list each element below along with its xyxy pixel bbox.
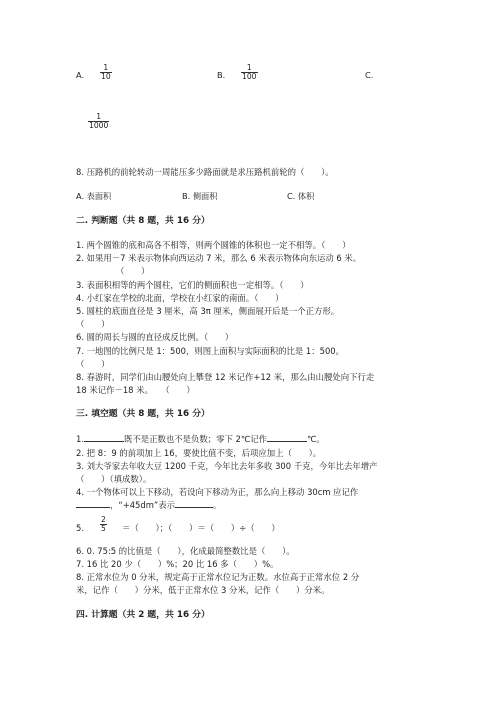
fraction-denominator: 5 <box>101 523 106 533</box>
judge-q1: 1. 两个圆锥的底和高各不相等，则两个圆锥的体积也一定不相等。（ ） <box>76 240 351 250</box>
q7-option-c-fraction <box>88 113 109 130</box>
fill-q1-text: 既不是正数也不是负数；零下 2℃记作 <box>124 434 268 444</box>
fill-q3: 3. 刘大爷家去年收大豆 1200 千克，今年比去年多收 300 千克，今年比去年增产 <box>76 461 378 471</box>
fraction-numerator: 2 <box>101 515 106 524</box>
judge-q8-cont: 18 米记作－18 米。 （ ） <box>76 385 195 395</box>
answer-blank[interactable] <box>175 507 213 508</box>
judge-q2-answer: （ ） <box>116 266 150 276</box>
fraction-denominator: 1000 <box>89 120 109 130</box>
section-3-title: 三. 填空题（共 8 题，共 16 分） <box>76 409 210 419</box>
section-4-title: 四. 计算题（共 2 题，共 16 分） <box>76 610 210 620</box>
fill-q4: 4. 一个物体可以上下移动，若设向下移动为正，那么向上移动 30cm 应记作 <box>76 487 359 497</box>
judge-q8: 8. 春游时，同学们由山腰处向上攀登 12 米记作+12 米，那么由山腰处向下行走 <box>76 372 375 382</box>
fraction-numerator: 1 <box>96 112 102 121</box>
judge-q2: 2. 如果用－7 米表示物体向西运动 7 米，那么 6 米表示物体向东运动 6 米。 <box>76 253 362 263</box>
fill-q1-number: 1. <box>76 434 84 444</box>
q7-option-a-label: A. <box>76 70 85 80</box>
q7-option-c-label: C. <box>365 70 374 80</box>
fill-q5-fraction <box>100 516 107 533</box>
fill-q7: 7. 16 比 20 少（ ）%；20 比 16 多（ ）%。 <box>76 559 279 569</box>
q8-option-c: C. 体积 <box>287 191 315 201</box>
q7-option-b-label: B. <box>217 70 226 80</box>
judge-q4: 4. 小红家在学校的北面，学校在小红家的南面。（ ） <box>76 293 284 303</box>
answer-blank[interactable] <box>76 507 110 508</box>
judge-q3: 3. 表面积相等的两个圆柱，它们的侧面积也一定相等。（ ） <box>76 280 309 290</box>
fill-q6: 6. 0. 75:5 的比值是（ ），化成最简整数比是（ ）。 <box>76 546 295 556</box>
fill-q5-label: 5. <box>76 523 84 533</box>
judge-q5: 5. 圆柱的底面直径是 3 厘米，高 3π 厘米，侧面展开后是一个正方形。 <box>76 306 340 316</box>
fill-q3-cont: （ ）（填成数）。 <box>76 474 152 484</box>
fraction-numerator: 1 <box>103 63 109 72</box>
fill-q8-cont: 米，记作（ ）分米，低于正常水位 3 分米，记作（ ）分米。 <box>76 585 330 595</box>
judge-q5-answer: （ ） <box>76 319 110 329</box>
q7-option-b-fraction <box>241 64 258 81</box>
q7-option-a-fraction <box>100 64 112 81</box>
judge-q7: 7. 一地图的比例尺是 1：500，则图上面积与实际面积的比是 1：500。 <box>76 346 344 356</box>
judge-q7-answer: （ ） <box>76 359 110 369</box>
fraction-denominator: 10 <box>101 71 111 81</box>
fill-q1-unit: ℃。 <box>307 434 325 444</box>
fill-q5-text: ＝（ ）；（ ）＝（ ）÷（ ） <box>122 523 280 533</box>
q8-option-b: B. 侧面积 <box>182 191 218 201</box>
q8-text: 8. 压路机的前轮转动一周能压多少路面就是求压路机前轮的（ ）。 <box>76 167 334 177</box>
fill-q4-cont <box>76 500 221 510</box>
fill-q1 <box>76 434 325 444</box>
answer-blank[interactable] <box>267 441 307 442</box>
fill-q2: 2. 把 8：9 的前项加上 16，要使比值不变，后项应加上（ ）。 <box>76 448 322 458</box>
fill-q8: 8. 正常水位为 0 分米，规定高于正常水位记为正数。水位高于正常水位 2 分 <box>76 572 360 582</box>
fill-q4-end: 。 <box>212 500 222 510</box>
fill-q4-text: ，“+45dm”表示 <box>110 500 175 510</box>
section-2-title: 二. 判断题（共 8 题，共 16 分） <box>76 216 210 226</box>
fraction-numerator: 1 <box>246 63 252 72</box>
q8-option-a: A. 表面积 <box>76 191 112 201</box>
answer-blank[interactable] <box>84 441 124 442</box>
fraction-denominator: 100 <box>242 71 257 81</box>
judge-q6: 6. 圆的周长与圆的直径成反比例。（ ） <box>76 332 234 342</box>
